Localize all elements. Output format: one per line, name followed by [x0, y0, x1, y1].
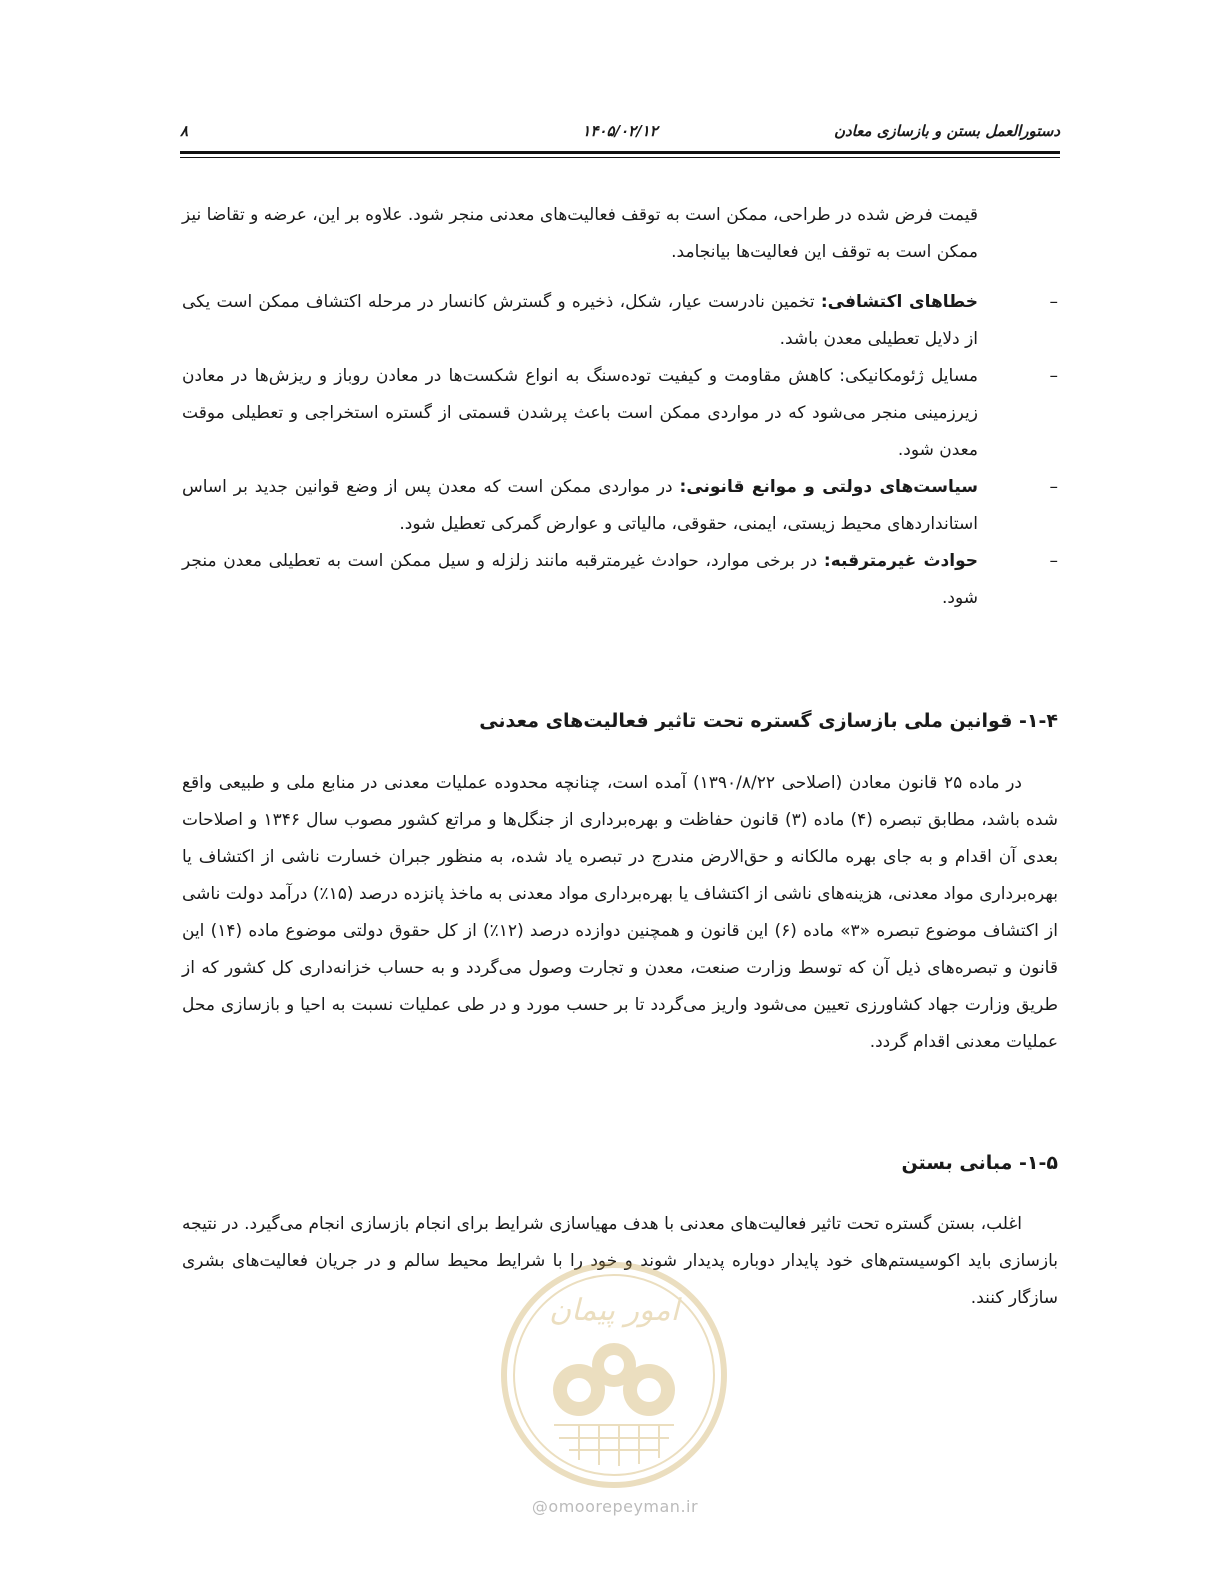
bullet-text	[182, 284, 978, 358]
intro-paragraph: قیمت فرض شده در طراحی، ممکن است به توقف فعالیت‌های معدنی منجر شود. علاوه بر این، عرضه و تقاضا نیز ممکن است به توقف این فعالیت‌ها بیانجامد.	[182, 205, 978, 262]
watermark-logo-text: امور پیمان	[549, 1293, 679, 1328]
section-5-heading: ۱-۵- مبانی بستن	[901, 1152, 1058, 1174]
bullet-bold-term: سیاست‌های دولتی و موانع قانونی:	[679, 477, 978, 497]
watermark-url: @omoorepeyman.ir	[531, 1497, 699, 1516]
bullet-item	[182, 469, 1058, 543]
header-date: ۱۴۰۵/۰۲/۱۲	[582, 122, 658, 140]
page-header	[180, 118, 1060, 148]
bullet-body: در برخی موارد، حوادث غیرمترقبه مانند زلزله و سیل ممکن است به تعطیلی معدن منجر شود.	[182, 551, 978, 608]
section-5-body: اغلب، بستن گستره تحت تاثیر فعالیت‌های معدنی با هدف مهیاسازی شرایط برای انجام بازسازی انجام می‌گیرد. در نتیجه بازسازی باید اکوسیستم‌های خود پایدار دوباره پدیدار شوند و خود را با شرایط محیط سالم و در جریان فعالیت‌های بشری سازگار کنند.	[182, 1214, 1058, 1308]
bullet-item	[182, 358, 1058, 469]
bullet-text	[182, 358, 978, 469]
bullet-bold-term: خطاهای اکتشافی:	[820, 292, 978, 312]
bullet-bold-term: حوادث غیرمترقبه:	[823, 551, 978, 571]
bullet-text	[182, 543, 978, 617]
bullet-dash: –	[1049, 366, 1058, 386]
bullet-text	[182, 469, 978, 543]
bullet-list	[182, 284, 1058, 617]
header-title: دستورالعمل بستن و بازسازی معادن	[833, 122, 1060, 140]
header-rule-thick	[180, 151, 1060, 154]
watermark-logo	[499, 1260, 729, 1490]
page-number: ۸	[180, 122, 189, 140]
bullet-dash: –	[1049, 292, 1058, 312]
bullet-item	[182, 284, 1058, 358]
bullet-body: تخمین نادرست عیار، شکل، ذخیره و گسترش کانسار در مرحله اکتشاف ممکن است یکی از دلایل تعطیلی معدن باشد.	[182, 292, 978, 349]
header-rule-thin	[180, 157, 1060, 158]
section-4-heading: ۱-۴- قوانین ملی بازسازی گستره تحت تاثیر فعالیت‌های معدنی	[479, 710, 1058, 732]
bullet-body: در مواردی ممکن است که معدن پس از وضع قوانین جدید بر اساس استانداردهای محیط زیستی، ایمنی، حقوقی، مالیاتی و عوارض گمرکی تعطیل شود.	[182, 477, 978, 534]
section-4-body-block	[182, 765, 1058, 1061]
intro-paragraph-block	[182, 197, 978, 271]
section-4-body: در ماده ۲۵ قانون معادن (اصلاحی ۱۳۹۰/۸/۲۲) آمده است، چنانچه محدوده عملیات معدنی در منابع ملی و طبیعی واقع شده باشد، مطابق تبصره (۴) ماده (۳) قانون حفاظت و بهره‌برداری از جنگل‌ها و مراتع کشور مصوب سال ۱۳۴۶ و اصلاحات بعدی آن اقدام و به جای بهره مالکانه و حق‌الارض مندرج در تبصره یاد شده، به منظور جبران خسارت ناشی از اکتشاف یا بهره‌برداری مواد معدنی، هزینه‌های ناشی از اکتشاف یا بهره‌برداری مواد معدنی به ماخذ پانزده درصد (۱۵٪) درآمد دولت ناشی از اکتشاف موضوع تبصره «۳» ماده (۶) این قانون و همچنین دوازده درصد (۱۲٪) از کل حقوق دولتی موضوع ماده (۱۴) این قانون و تبصره‌های ذیل آن که توسط وزارت صنعت، معدن و تجارت وصول می‌گردد و به حساب خزانه‌داری کل کشور که از طریق وزارت جهاد کشاورزی تعیین می‌شود واریز می‌گردد تا بر حسب مورد و در طی عملیات نسبت به احیا و بازسازی محل عملیات معدنی اقدام گردد.	[182, 773, 1058, 1052]
bullet-dash: –	[1049, 551, 1058, 571]
bullet-dash: –	[1049, 477, 1058, 497]
bullet-body: مسایل ژئومکانیکی: کاهش مقاومت و کیفیت توده‌سنگ به انواع شکست‌ها در معادن روباز و ریزش‌ها در معادن زیرزمینی منجر می‌شود که در مواردی ممکن است باعث پرشدن قسمتی از گستره استخراجی و تعطیلی موقت معدن شود.	[182, 366, 978, 460]
bullet-item	[182, 543, 1058, 617]
